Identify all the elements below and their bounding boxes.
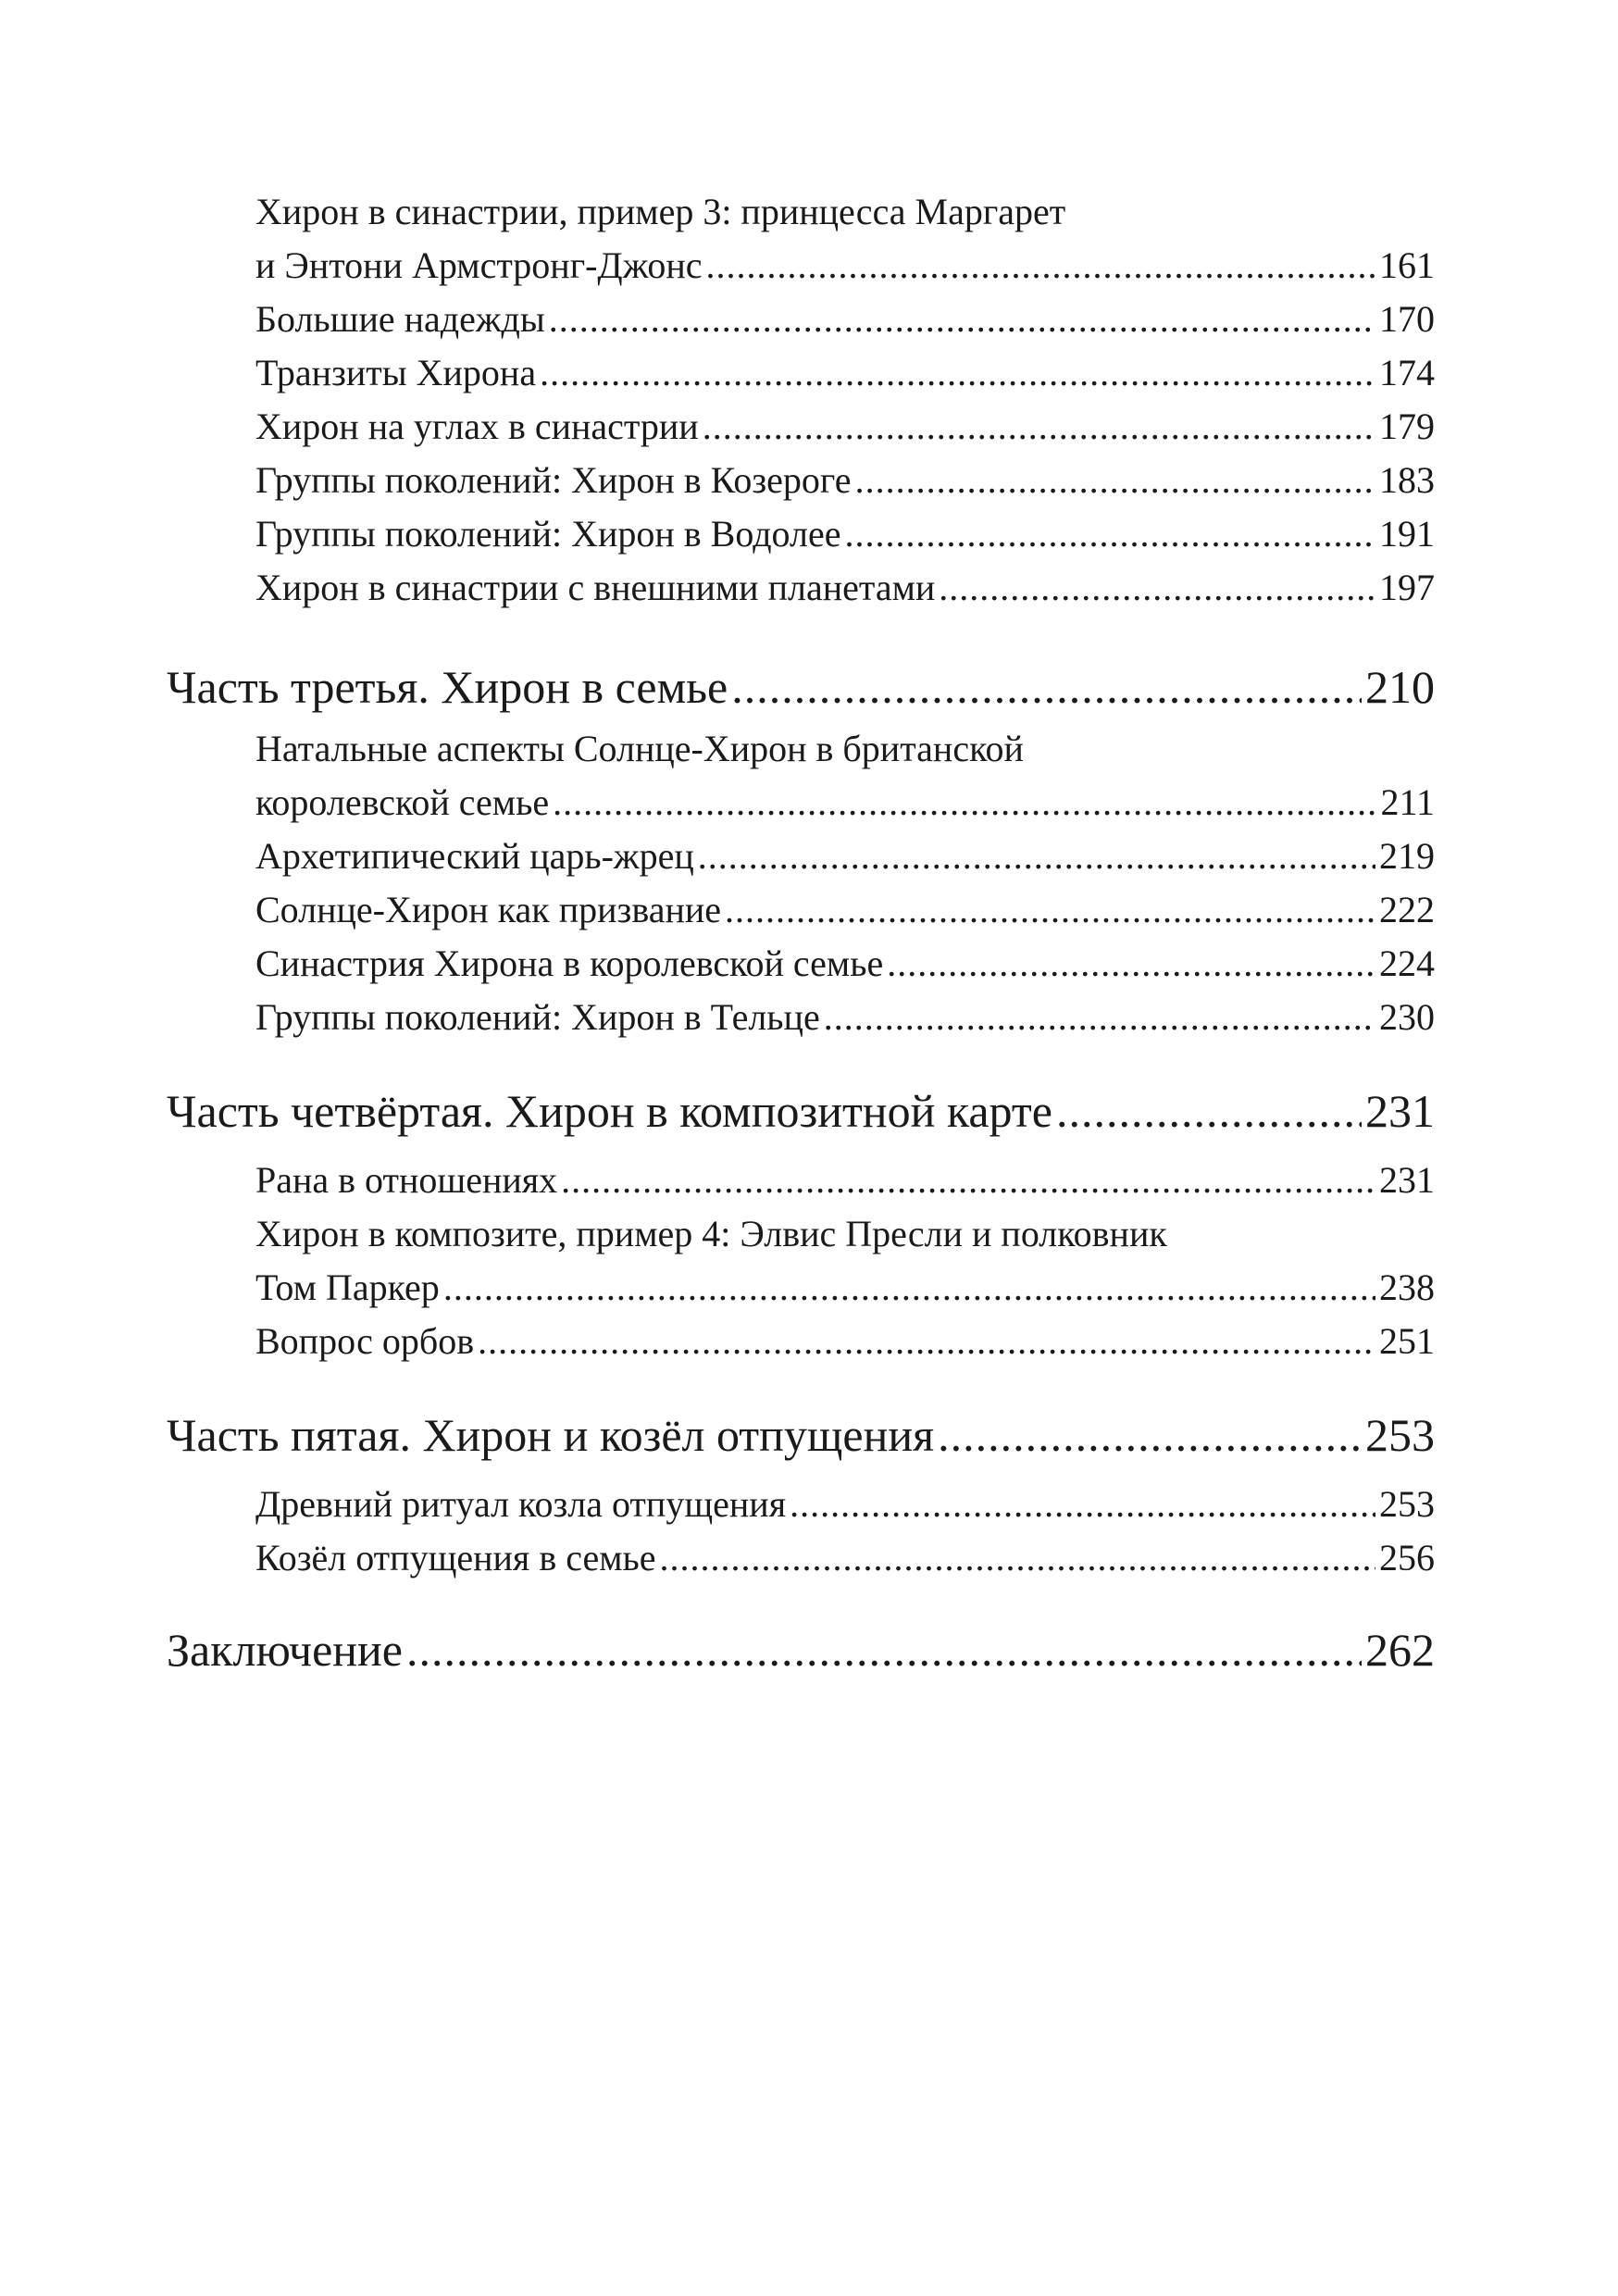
toc-page-number: 262: [1365, 1624, 1435, 1676]
toc-entry[interactable]: [255, 454, 1435, 507]
toc-entry[interactable]: [255, 1315, 1435, 1368]
dot-leader: [561, 1154, 1375, 1207]
toc-part-heading[interactable]: [167, 1081, 1435, 1141]
toc-entry-title: Вопрос орбов: [255, 1320, 475, 1362]
toc-entry-title: Синастрия Хирона в королевской семье: [255, 942, 884, 984]
toc-page-number: 222: [1379, 889, 1435, 930]
toc-page-number: 251: [1379, 1320, 1435, 1362]
dot-leader: [939, 561, 1375, 615]
toc-page-number: 253: [1365, 1409, 1435, 1461]
toc-entry-title: королевской семье: [255, 781, 550, 823]
dot-leader: [938, 1405, 1362, 1465]
toc-part-heading[interactable]: [167, 657, 1435, 717]
toc-entry[interactable]: [255, 883, 1435, 937]
dot-leader: [790, 1478, 1375, 1531]
dot-leader: [698, 830, 1375, 883]
toc-page-number: 256: [1379, 1537, 1435, 1578]
toc-part-title: Часть пятая. Хирон и козёл отпущения: [167, 1409, 935, 1461]
dot-leader: [845, 507, 1376, 561]
toc-entry-title: Транзиты Хирона: [255, 352, 537, 393]
toc-page-number: 224: [1379, 942, 1435, 984]
toc-part-title: Часть третья. Хирон в семье: [167, 661, 728, 713]
toc-entry[interactable]: [255, 937, 1435, 991]
toc-page-number: 210: [1365, 661, 1435, 713]
toc-part-heading[interactable]: [167, 1405, 1435, 1465]
toc-part-title: Часть четвёртая. Хирон в композитной карте: [167, 1085, 1052, 1137]
toc-entry-title: Группы поколений: Хирон в Козероге: [255, 459, 852, 501]
toc-entry-title: Древний ритуал козла отпущения: [255, 1483, 787, 1525]
toc-entry-title: Хирон в синастрии с внешними планетами: [255, 567, 936, 608]
toc-page-number: 197: [1379, 567, 1435, 608]
toc-page-number: 230: [1379, 996, 1435, 1038]
toc-entry-line: Натальные аспекты Солнце-Хирон в британской: [255, 728, 1024, 769]
toc-entry[interactable]: [255, 1261, 1435, 1315]
toc-entry-title: Том Паркер: [255, 1267, 440, 1308]
dot-leader: [406, 1620, 1362, 1679]
toc-page-number: 231: [1365, 1085, 1435, 1137]
toc-entry-title: Рана в отношениях: [255, 1159, 558, 1201]
dot-leader: [660, 1531, 1375, 1585]
toc-entry[interactable]: [255, 1531, 1435, 1585]
dot-leader: [725, 883, 1375, 937]
toc-entry[interactable]: [255, 776, 1435, 830]
toc-page-number: 179: [1379, 406, 1435, 447]
toc-page-number: 219: [1379, 835, 1435, 877]
dot-leader: [731, 657, 1362, 717]
toc-part-heading[interactable]: [167, 1620, 1435, 1679]
dot-leader: [1056, 1081, 1362, 1141]
toc-entry[interactable]: [255, 346, 1435, 400]
toc-entry[interactable]: [255, 293, 1435, 346]
toc-entry-title: Группы поколений: Хирон в Тельце: [255, 996, 820, 1038]
dot-leader: [887, 937, 1375, 991]
toc-page-number: 231: [1379, 1159, 1435, 1201]
toc-page-number: 253: [1379, 1483, 1435, 1525]
toc-entry[interactable]: [255, 830, 1435, 883]
toc-conclusion-title: Заключение: [167, 1624, 403, 1676]
toc-entry[interactable]: [255, 239, 1435, 293]
toc-page-number: 211: [1380, 781, 1435, 823]
toc-entry-title: Солнце-Хирон как призвание: [255, 889, 722, 930]
toc-page-number: 183: [1379, 459, 1435, 501]
toc-entry-title: Козёл отпущения в семье: [255, 1537, 656, 1578]
toc-entry-title: Большие надежды: [255, 298, 545, 340]
dot-leader: [706, 239, 1375, 293]
toc-entry[interactable]: [255, 507, 1435, 561]
toc-entry[interactable]: [255, 400, 1435, 454]
toc-page-number: 170: [1379, 298, 1435, 340]
toc-entry-line: Хирон в композите, пример 4: Элвис Пресли и полковник: [255, 1213, 1167, 1254]
toc-entry-title: и Энтони Армстронг-Джонс: [255, 244, 703, 286]
toc-entry[interactable]: [255, 991, 1435, 1044]
dot-leader: [855, 454, 1375, 507]
toc-entry-title: Архетипический царь-жрец: [255, 835, 694, 877]
dot-leader: [703, 400, 1375, 454]
toc-entry[interactable]: [255, 1478, 1435, 1531]
toc-entry[interactable]: [255, 561, 1435, 615]
toc-page-number: 191: [1379, 513, 1435, 555]
toc-entry[interactable]: [255, 1154, 1435, 1207]
dot-leader: [540, 346, 1375, 400]
dot-leader: [824, 991, 1375, 1044]
toc-page-number: 238: [1379, 1267, 1435, 1308]
dot-leader: [553, 776, 1376, 830]
toc-page-number: 174: [1379, 352, 1435, 393]
dot-leader: [478, 1315, 1375, 1368]
toc-entry-title: Группы поколений: Хирон в Водолее: [255, 513, 841, 555]
toc-page-number: 161: [1379, 244, 1435, 286]
dot-leader: [549, 293, 1375, 346]
toc-entry-title: Хирон на углах в синастрии: [255, 406, 699, 447]
toc-entry-line: Хирон в синастрии, пример 3: принцесса Маргарет: [255, 191, 1066, 232]
dot-leader: [443, 1261, 1375, 1315]
